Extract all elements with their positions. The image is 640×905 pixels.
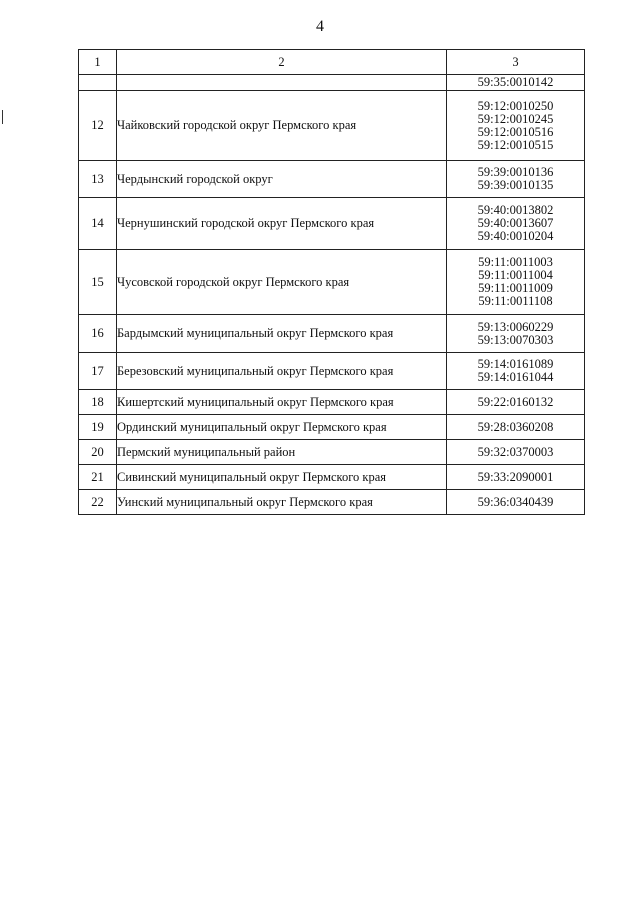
table-row <box>79 198 585 250</box>
cadastral-codes-cell <box>447 250 585 315</box>
cadastral-code: 59:11:0011004 <box>478 268 553 282</box>
cadastral-code: 59:39:0010135 <box>477 178 554 192</box>
cadastral-code: 59:12:0010250 <box>477 98 554 113</box>
header-col-1: 1 <box>79 50 117 75</box>
municipality-name: Сивинский муниципальный округ Пермского края <box>117 465 447 490</box>
cadastral-code: 59:13:0070303 <box>477 332 554 347</box>
cadastral-code: 59:28:0360208 <box>477 419 554 434</box>
municipality-name: Кишертский муниципальный округ Пермского края <box>117 390 447 415</box>
municipality-name: Чайковский городской округ Пермского края <box>117 91 447 161</box>
cadastral-table <box>78 49 585 515</box>
cadastral-code: 59:12:0010516 <box>477 124 554 139</box>
cadastral-codes-cell <box>447 415 585 440</box>
cadastral-codes-cell <box>447 465 585 490</box>
municipality-name: Чусовской городской округ Пермского края <box>117 250 447 315</box>
table-row <box>79 390 585 415</box>
cadastral-code: 59:12:0010515 <box>477 137 554 152</box>
row-number: 19 <box>79 415 117 440</box>
cadastral-code: 59:11:0011003 <box>478 255 553 269</box>
row-number: 16 <box>79 315 117 353</box>
table-row <box>79 250 585 315</box>
municipality-name: Чернушинский городской округ Пермского края <box>117 198 447 250</box>
cadastral-code: 59:12:0010245 <box>477 111 554 126</box>
table-row <box>79 75 585 91</box>
municipality-name: Чердынский городской округ <box>117 161 447 198</box>
municipality-name: Пермский муниципальный район <box>117 440 447 465</box>
cadastral-code: 59:22:0160132 <box>477 394 554 409</box>
row-number: 13 <box>79 161 117 198</box>
cadastral-code: 59:33:2090001 <box>477 469 554 484</box>
cadastral-codes-cell <box>447 390 585 415</box>
cadastral-code: 59:14:0161044 <box>477 370 554 384</box>
table-row <box>79 465 585 490</box>
cadastral-code: 59:36:0340439 <box>477 494 554 509</box>
municipality-name: Ординский муниципальный округ Пермского края <box>117 415 447 440</box>
cadastral-codes-cell <box>447 75 585 91</box>
table-body <box>79 75 585 515</box>
table-row <box>79 415 585 440</box>
header-row <box>79 50 585 75</box>
table-row <box>79 91 585 161</box>
page-number: 4 <box>316 18 324 35</box>
cadastral-codes-cell <box>447 315 585 353</box>
cadastral-code: 59:40:0010204 <box>477 229 554 243</box>
municipality-name <box>117 75 447 91</box>
row-number: 18 <box>79 390 117 415</box>
cadastral-code: 59:39:0010136 <box>477 165 554 179</box>
cadastral-code: 59:14:0161089 <box>477 357 554 371</box>
cadastral-code: 59:13:0060229 <box>477 319 554 334</box>
cadastral-codes-cell <box>447 91 585 161</box>
cadastral-code: 59:11:0011009 <box>478 281 553 295</box>
row-number: 21 <box>79 465 117 490</box>
municipality-name: Уинский муниципальный округ Пермского края <box>117 490 447 515</box>
header-col-2: 2 <box>117 50 447 75</box>
row-number: 20 <box>79 440 117 465</box>
table-row <box>79 490 585 515</box>
row-number: 12 <box>79 91 117 161</box>
cadastral-codes-cell <box>447 440 585 465</box>
cadastral-codes-cell <box>447 161 585 198</box>
row-number <box>79 75 117 91</box>
margin-mark <box>2 110 3 124</box>
row-number: 15 <box>79 250 117 315</box>
cadastral-code: 59:40:0013802 <box>477 203 554 217</box>
table-row <box>79 161 585 198</box>
row-number: 17 <box>79 353 117 390</box>
cadastral-codes-cell <box>447 198 585 250</box>
cadastral-code: 59:35:0010142 <box>477 75 554 89</box>
table-row <box>79 353 585 390</box>
table-row <box>79 440 585 465</box>
table-row <box>79 315 585 353</box>
row-number: 22 <box>79 490 117 515</box>
header-col-3: 3 <box>447 50 585 75</box>
cadastral-code: 59:11:0011108 <box>478 294 553 308</box>
cadastral-code: 59:40:0013607 <box>477 216 554 230</box>
cadastral-code: 59:32:0370003 <box>477 444 554 459</box>
municipality-name: Бардымский муниципальный округ Пермского края <box>117 315 447 353</box>
row-number: 14 <box>79 198 117 250</box>
cadastral-codes-cell <box>447 490 585 515</box>
municipality-name: Березовский муниципальный округ Пермского края <box>117 353 447 390</box>
cadastral-codes-cell <box>447 353 585 390</box>
